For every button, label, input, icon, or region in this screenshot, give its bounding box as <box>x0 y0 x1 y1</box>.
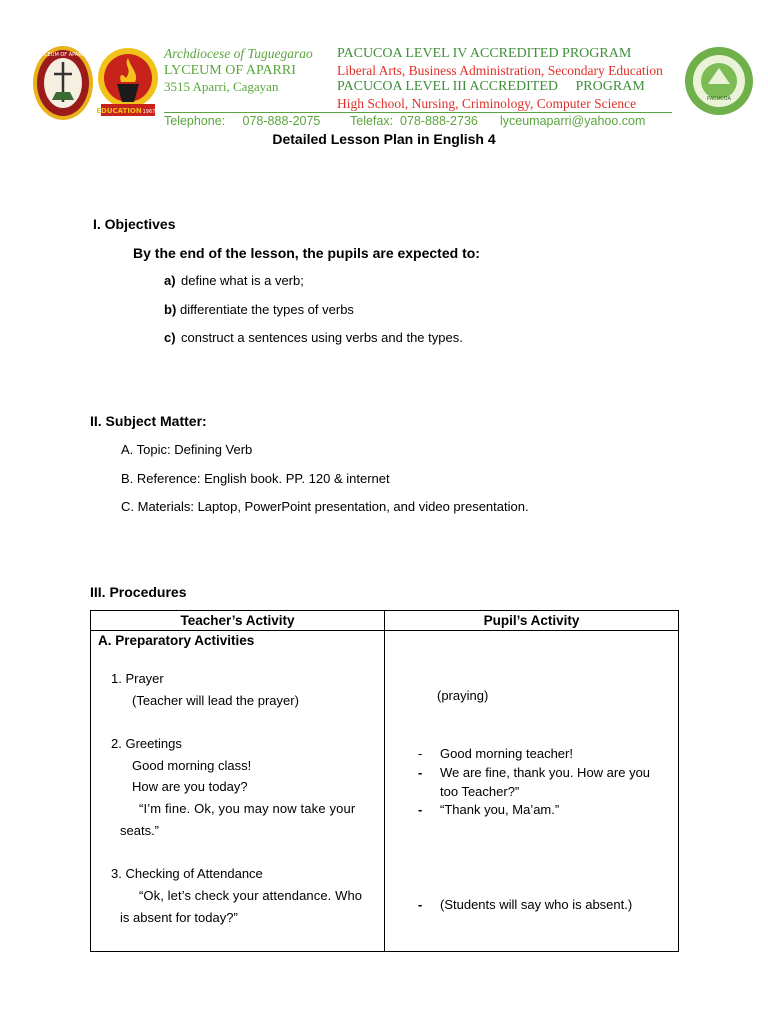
bullet-dash: - <box>418 746 423 761</box>
pupil-activity-cell <box>385 631 679 952</box>
greetings-label: 2. Greetings <box>111 736 182 751</box>
prayer-label: 1. Prayer <box>111 671 164 686</box>
greetings-pupil-line: “Thank you, Ma’am.” <box>440 802 560 817</box>
telefax-number: Telefax: 078-888-2736 <box>350 114 478 128</box>
school-name: LYCEUM OF APARRI <box>164 63 296 78</box>
objective-letter: a) <box>164 273 176 288</box>
bullet-dash: - <box>418 765 423 780</box>
level-4-programs: Liberal Arts, Business Administration, Secondary Education <box>337 63 663 78</box>
lesson-plan-title: Detailed Lesson Plan in English 4 <box>272 131 496 147</box>
objectives-heading: I. Objectives <box>93 216 176 232</box>
greetings-teacher-line: How are you today? <box>132 779 248 794</box>
greetings-teacher-line: “I’m fine. Ok, you may now take your <box>139 801 356 816</box>
accreditation-level-3: PACUCOA LEVEL III ACCREDITED PROGRAM <box>337 79 645 94</box>
prayer-teacher-text: (Teacher will lead the prayer) <box>132 693 299 708</box>
subject-topic: A. Topic: Defining Verb <box>121 442 253 457</box>
prayer-pupil-response: (praying) <box>437 688 489 703</box>
table-row <box>91 631 679 952</box>
greetings-teacher-line: Good morning class! <box>132 758 252 773</box>
objective-text: define what is a verb; <box>181 273 304 288</box>
greetings-pupil-line: too Teacher?” <box>440 784 520 799</box>
logo-year-text: 1967 <box>142 109 156 115</box>
logo-education-text: EDUCATION <box>97 107 142 115</box>
greetings-teacher-line: seats.” <box>120 823 160 838</box>
greetings-pupil-line: Good morning teacher! <box>440 746 573 761</box>
level-3-programs: High School, Nursing, Criminology, Computer Science <box>337 96 637 111</box>
bullet-dash: - <box>418 802 423 817</box>
subject-matter-heading: II. Subject Matter: <box>90 413 207 429</box>
pacucoa-seal-logo <box>684 44 754 118</box>
attendance-teacher-line: is absent for today?” <box>120 910 238 925</box>
contact-email: lyceumaparri@yahoo.com <box>500 114 646 128</box>
objective-text: construct a sentences using verbs and the types. <box>181 330 463 345</box>
table-header-row <box>91 611 679 631</box>
objective-text: differentiate the types of verbs <box>180 302 354 317</box>
seal-ring-text: LYCEUM OF APARRI <box>39 52 87 58</box>
preparatory-activities-heading: A. Preparatory Activities <box>98 633 255 648</box>
bullet-dash: - <box>418 897 423 912</box>
greetings-pupil-line: We are fine, thank you. How are you <box>440 765 651 780</box>
archdiocese-label: Archdiocese of Tuguegarao <box>164 46 313 61</box>
subject-reference: B. Reference: English book. PP. 120 & internet <box>121 471 390 486</box>
procedures-table <box>90 610 679 952</box>
college-of-education-logo <box>97 46 159 122</box>
telephone-number: Telephone: 078-888-2075 <box>164 114 321 128</box>
attendance-label: 3. Checking of Attendance <box>111 866 263 881</box>
objectives-intro: By the end of the lesson, the pupils are expected to: <box>133 245 480 261</box>
pupil-activity-header: Pupil’s Activity <box>385 611 679 631</box>
attendance-pupil-response: (Students will say who is absent.) <box>440 897 633 912</box>
school-address: 3515 Aparri, Cagayan <box>164 79 279 94</box>
objective-letter: c) <box>164 330 176 345</box>
accreditation-level-4: PACUCOA LEVEL IV ACCREDITED PROGRAM <box>337 46 632 61</box>
pacucoa-seal-text: PACUCOA <box>707 96 731 102</box>
subject-materials: C. Materials: Laptop, PowerPoint presentation, and video presentation. <box>121 499 529 514</box>
teacher-activity-cell <box>91 631 385 952</box>
lyceum-seal-logo <box>32 44 94 122</box>
teacher-activity-header: Teacher’s Activity <box>91 611 385 631</box>
procedures-heading: III. Procedures <box>90 584 187 600</box>
objective-letter: b) <box>164 302 177 317</box>
attendance-teacher-line: “Ok, let’s check your attendance. Who <box>139 888 363 903</box>
